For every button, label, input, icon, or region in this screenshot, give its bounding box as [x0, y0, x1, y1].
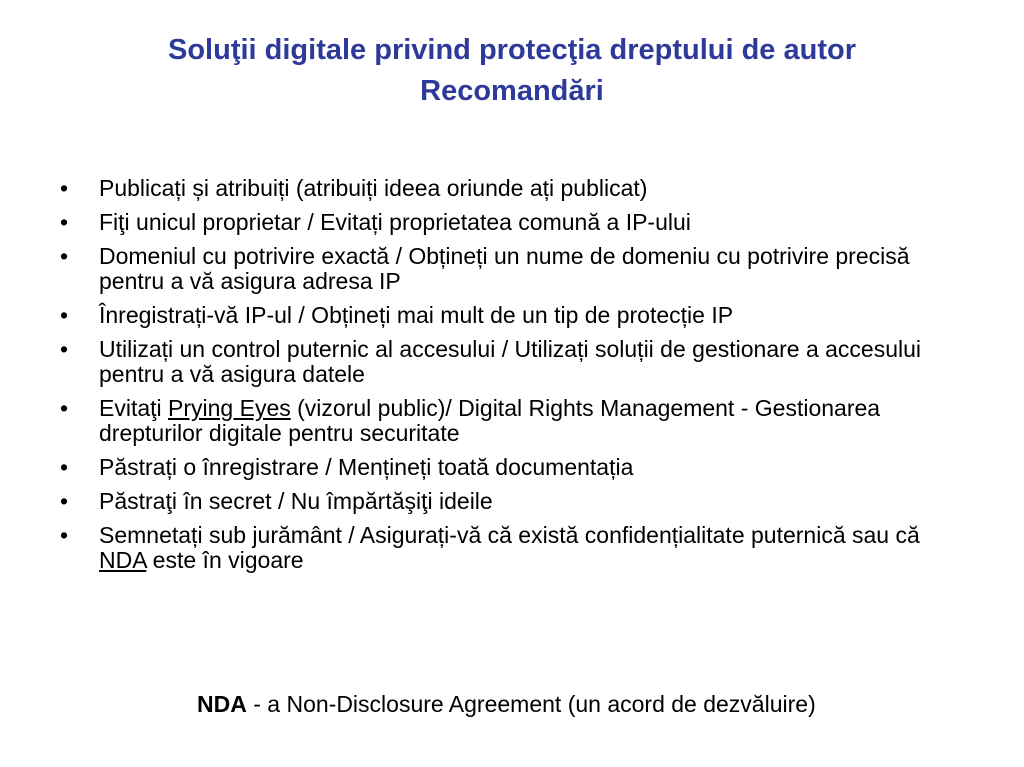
list-item — [60, 455, 960, 480]
list-item — [60, 489, 960, 514]
list-item — [60, 210, 960, 235]
bullet-icon: • — [60, 488, 69, 514]
list-item-text: Domeniul cu potrivire exactă / Obțineți un nume de domeniu cu potrivire precisă pentru a vă asigura adresa IP — [99, 243, 910, 294]
list-item-text-before: Evitaţi — [99, 395, 169, 421]
footnote-definition: - a Non-Disclosure Agreement (un acord de dezvăluire) — [246, 691, 816, 717]
nda-link[interactable]: NDA — [99, 547, 147, 573]
list-item-text-after: este în vigoare — [146, 547, 304, 573]
list-item-text — [99, 522, 920, 573]
list-item-text-after: (vizorul public)/ Digital Rights Management - Gestionarea drepturilor digitale pentru securitate — [99, 395, 881, 446]
list-item-text: Fiţi unicul proprietar / Evitați proprietatea comună a IP-ului — [99, 209, 691, 235]
list-item-text: Înregistrați-vă IP-ul / Obțineți mai mult de un tip de protecție IP — [99, 302, 734, 328]
list-item-text — [99, 395, 880, 446]
prying-eyes-link[interactable]: Prying Eyes — [168, 395, 291, 421]
recommendations-list — [60, 176, 960, 582]
list-item — [60, 244, 960, 294]
bullet-icon: • — [60, 454, 69, 480]
list-item-text: Utilizați un control puternic al accesului / Utilizați soluții de gestionare a accesului pentru a vă asigura datele — [99, 336, 922, 387]
bullet-icon: • — [60, 209, 69, 235]
list-item — [60, 303, 960, 328]
nda-footnote — [197, 690, 816, 718]
list-item-text: Publicați și atribuiți (atribuiți ideea oriunde ați publicat) — [99, 175, 648, 201]
title-main: Soluţii digitale privind protecţia dreptului de autor — [168, 34, 856, 66]
slide-title — [0, 30, 1024, 112]
bullet-icon: • — [60, 395, 69, 421]
list-item-text: Păstraţi în secret / Nu împărtăşiţi ideile — [99, 488, 493, 514]
bullet-icon: • — [60, 336, 69, 362]
list-item — [60, 337, 960, 387]
footnote-term: NDA — [197, 691, 247, 717]
title-subtitle: Recomandări — [420, 75, 604, 107]
list-item-text: Păstrați o înregistrare / Mențineți toată documentația — [99, 454, 634, 480]
list-item-text-before: Semnetați sub jurământ / Asigurați-vă că există confidențialitate puternică sau că — [99, 522, 920, 548]
bullet-icon: • — [60, 522, 69, 548]
list-item — [60, 176, 960, 201]
bullet-icon: • — [60, 175, 69, 201]
list-item — [60, 396, 960, 446]
list-item — [60, 523, 960, 573]
bullet-icon: • — [60, 302, 69, 328]
bullet-icon: • — [60, 243, 69, 269]
